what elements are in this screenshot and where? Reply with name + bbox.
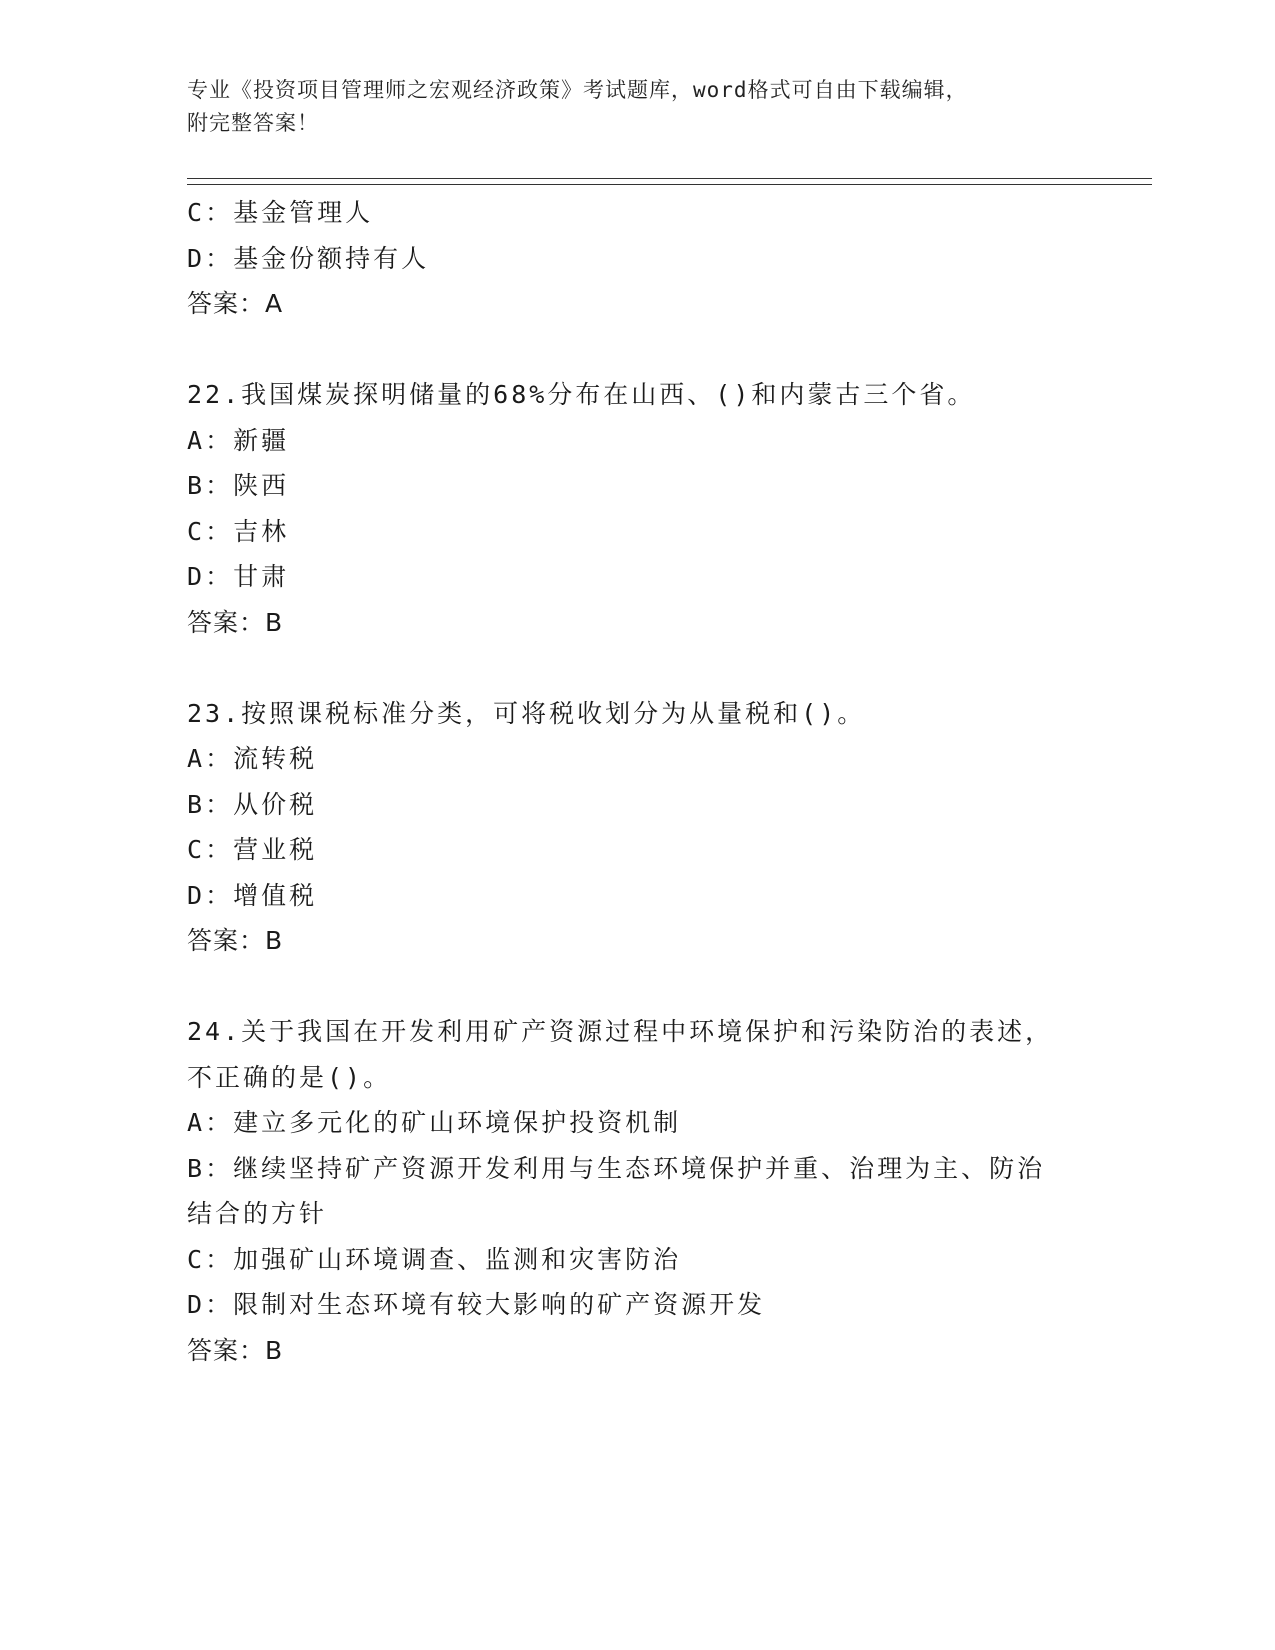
option-a: A：建立多元化的矿山环境保护投资机制: [187, 1108, 682, 1137]
option-b-cont: 结合的方针: [187, 1199, 328, 1228]
option-b: B：继续坚持矿产资源开发利用与生态环境保护并重、治理为主、防治: [187, 1153, 1046, 1183]
option-d: D：甘肃: [187, 562, 290, 591]
option-b: B：从价税: [187, 789, 318, 819]
document-header: [187, 74, 1087, 140]
question-23-stem: 23.按照课税标准分类，可将税收划分为从量税和()。: [187, 698, 866, 728]
option-c: C：营业税: [187, 835, 318, 864]
answer-line: 答案：B: [187, 926, 284, 955]
header-line-2: 附完整答案！: [187, 111, 319, 135]
question-list: [187, 190, 1087, 1373]
spacer: [187, 327, 1087, 373]
option-c: C：吉林: [187, 516, 290, 546]
answer-line: 答案：B: [187, 607, 284, 637]
option-a: A：新疆: [187, 425, 290, 455]
option-d: D：限制对生态环境有较大影响的矿产资源开发: [187, 1290, 766, 1319]
option-d: D：基金份额持有人: [187, 243, 430, 273]
question-24-stem-cont: 不正确的是()。: [187, 1062, 392, 1092]
option-c: C：基金管理人: [187, 198, 374, 227]
option-b: B：陕西: [187, 471, 290, 500]
header-line-1: 专业《投资项目管理师之宏观经济政策》考试题库，word格式可自由下载编辑，: [187, 78, 968, 102]
option-d: D：增值税: [187, 880, 318, 910]
answer-line: 答案：A: [187, 289, 284, 318]
spacer: [187, 964, 1087, 1010]
question-22-stem: 22.我国煤炭探明储量的68%分布在山西、()和内蒙古三个省。: [187, 380, 976, 409]
answer-line: 答案：B: [187, 1335, 284, 1365]
option-a: A：流转税: [187, 744, 318, 773]
option-c: C：加强矿山环境调查、监测和灾害防治: [187, 1244, 682, 1274]
question-24-stem: 24.关于我国在开发利用矿产资源过程中环境保护和污染防治的表述，: [187, 1017, 1054, 1046]
spacer: [187, 645, 1087, 691]
header-divider: [187, 178, 1152, 185]
